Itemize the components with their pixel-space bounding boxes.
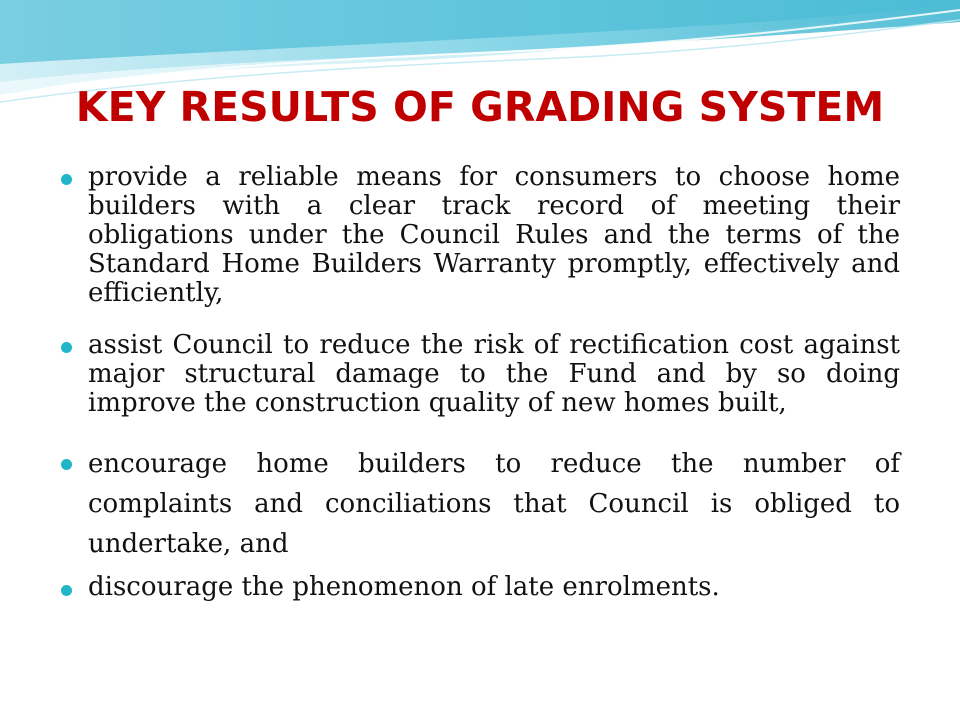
bullet-text: provide a reliable means for consumers to choose home builders with a clear track record of meeting their obligations under the Council Rules and the terms of the Standard Home Builders Warranty promptly, effectively and efficiently, (88, 162, 900, 308)
bullet-item (60, 331, 900, 418)
slide-title: KEY RESULTS OF GRADING SYSTEM (75, 83, 885, 131)
bullet-dot-icon (61, 174, 72, 185)
bullet-text: encourage home builders to reduce the number of complaints and conciliations that Council is obliged to undertake, and (88, 449, 900, 559)
bullet-item (60, 163, 900, 308)
bullet-dot-icon (61, 459, 72, 470)
bullet-list (60, 163, 900, 602)
bullet-item (60, 444, 900, 564)
bullet-item (60, 573, 900, 602)
bullet-text: discourage the phenomenon of late enrolments. (88, 572, 720, 602)
bullet-dot-icon (61, 342, 72, 353)
bullet-dot-icon (61, 585, 72, 596)
bullet-text: assist Council to reduce the risk of rectification cost against major structural damage to the Fund and by so doing improve the construction quality of new homes built, (88, 330, 900, 418)
